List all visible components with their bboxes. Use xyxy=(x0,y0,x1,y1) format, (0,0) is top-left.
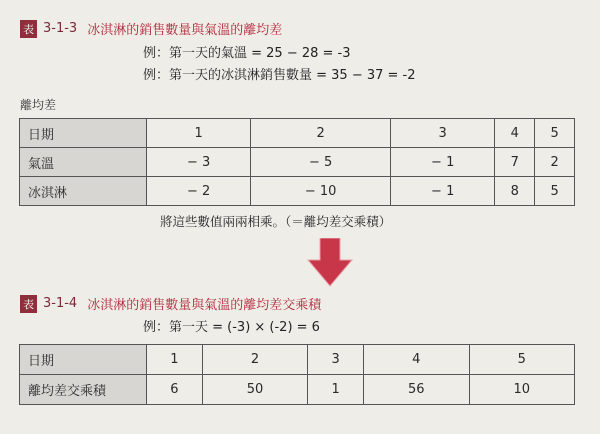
table-cell: 2 xyxy=(251,119,391,148)
table-row xyxy=(20,375,575,405)
down-arrow-icon xyxy=(306,238,354,288)
table-cell: 1 xyxy=(147,119,251,148)
table2-example: 例：第一天 = (-3) × (-2) = 6 xyxy=(143,320,320,335)
table-cell: − 1 xyxy=(391,177,495,206)
table-cell: 7 xyxy=(495,148,535,177)
table-cell: − 1 xyxy=(391,148,495,177)
table-cell: 2 xyxy=(535,148,575,177)
table1-title: 冰淇淋的銷售數量與氣溫的離均差 xyxy=(87,23,283,38)
table-cell: − 2 xyxy=(147,177,251,206)
table-cell: 10 xyxy=(469,375,575,405)
table-cell: 8 xyxy=(495,177,535,206)
table-cell: 6 xyxy=(147,375,203,405)
cross-product-table xyxy=(19,344,575,405)
table-cell: 5 xyxy=(469,345,575,375)
table-cell: − 5 xyxy=(251,148,391,177)
table1-caption xyxy=(20,19,282,38)
table1-tag: 表 xyxy=(20,20,37,38)
table-cell: 5 xyxy=(535,119,575,148)
row-header: 日期 xyxy=(20,119,147,148)
table-cell: 3 xyxy=(391,119,495,148)
table-row xyxy=(20,345,575,375)
row-header: 離均差交乘積 xyxy=(20,375,147,405)
table-cell: 2 xyxy=(202,345,307,375)
table2-title: 冰淇淋的銷售數量與氣溫的離均差交乘積 xyxy=(87,298,322,313)
row-header: 氣溫 xyxy=(20,148,147,177)
table-cell: 1 xyxy=(308,375,364,405)
table-cell: 56 xyxy=(364,375,469,405)
table-row xyxy=(20,148,575,177)
table2-caption xyxy=(20,294,321,313)
table-row xyxy=(20,119,575,148)
table2-number: 3-1-4 xyxy=(43,296,78,311)
table1-example-1: 例：第一天的氣溫 = 25 − 28 = -3 xyxy=(143,46,351,61)
table1-number: 3-1-3 xyxy=(43,21,78,36)
table1-example-2: 例：第一天的冰淇淋銷售數量 = 35 − 37 = -2 xyxy=(143,68,416,83)
table2-tag: 表 xyxy=(20,295,37,313)
table-cell: 5 xyxy=(535,177,575,206)
table-cell: 1 xyxy=(147,345,203,375)
table-cell: 4 xyxy=(495,119,535,148)
table1-label: 離均差 xyxy=(20,98,57,112)
row-header: 日期 xyxy=(20,345,147,375)
row-header: 冰淇淋 xyxy=(20,177,147,206)
table-row xyxy=(20,177,575,206)
table-cell: 3 xyxy=(308,345,364,375)
table-cell: − 10 xyxy=(251,177,391,206)
deviation-table xyxy=(19,118,575,206)
table-cell: 50 xyxy=(202,375,307,405)
multiply-note: 將這些數值兩兩相乘。（＝離均差交乘積） xyxy=(160,214,392,229)
table-cell: 4 xyxy=(364,345,469,375)
table-cell: − 3 xyxy=(147,148,251,177)
